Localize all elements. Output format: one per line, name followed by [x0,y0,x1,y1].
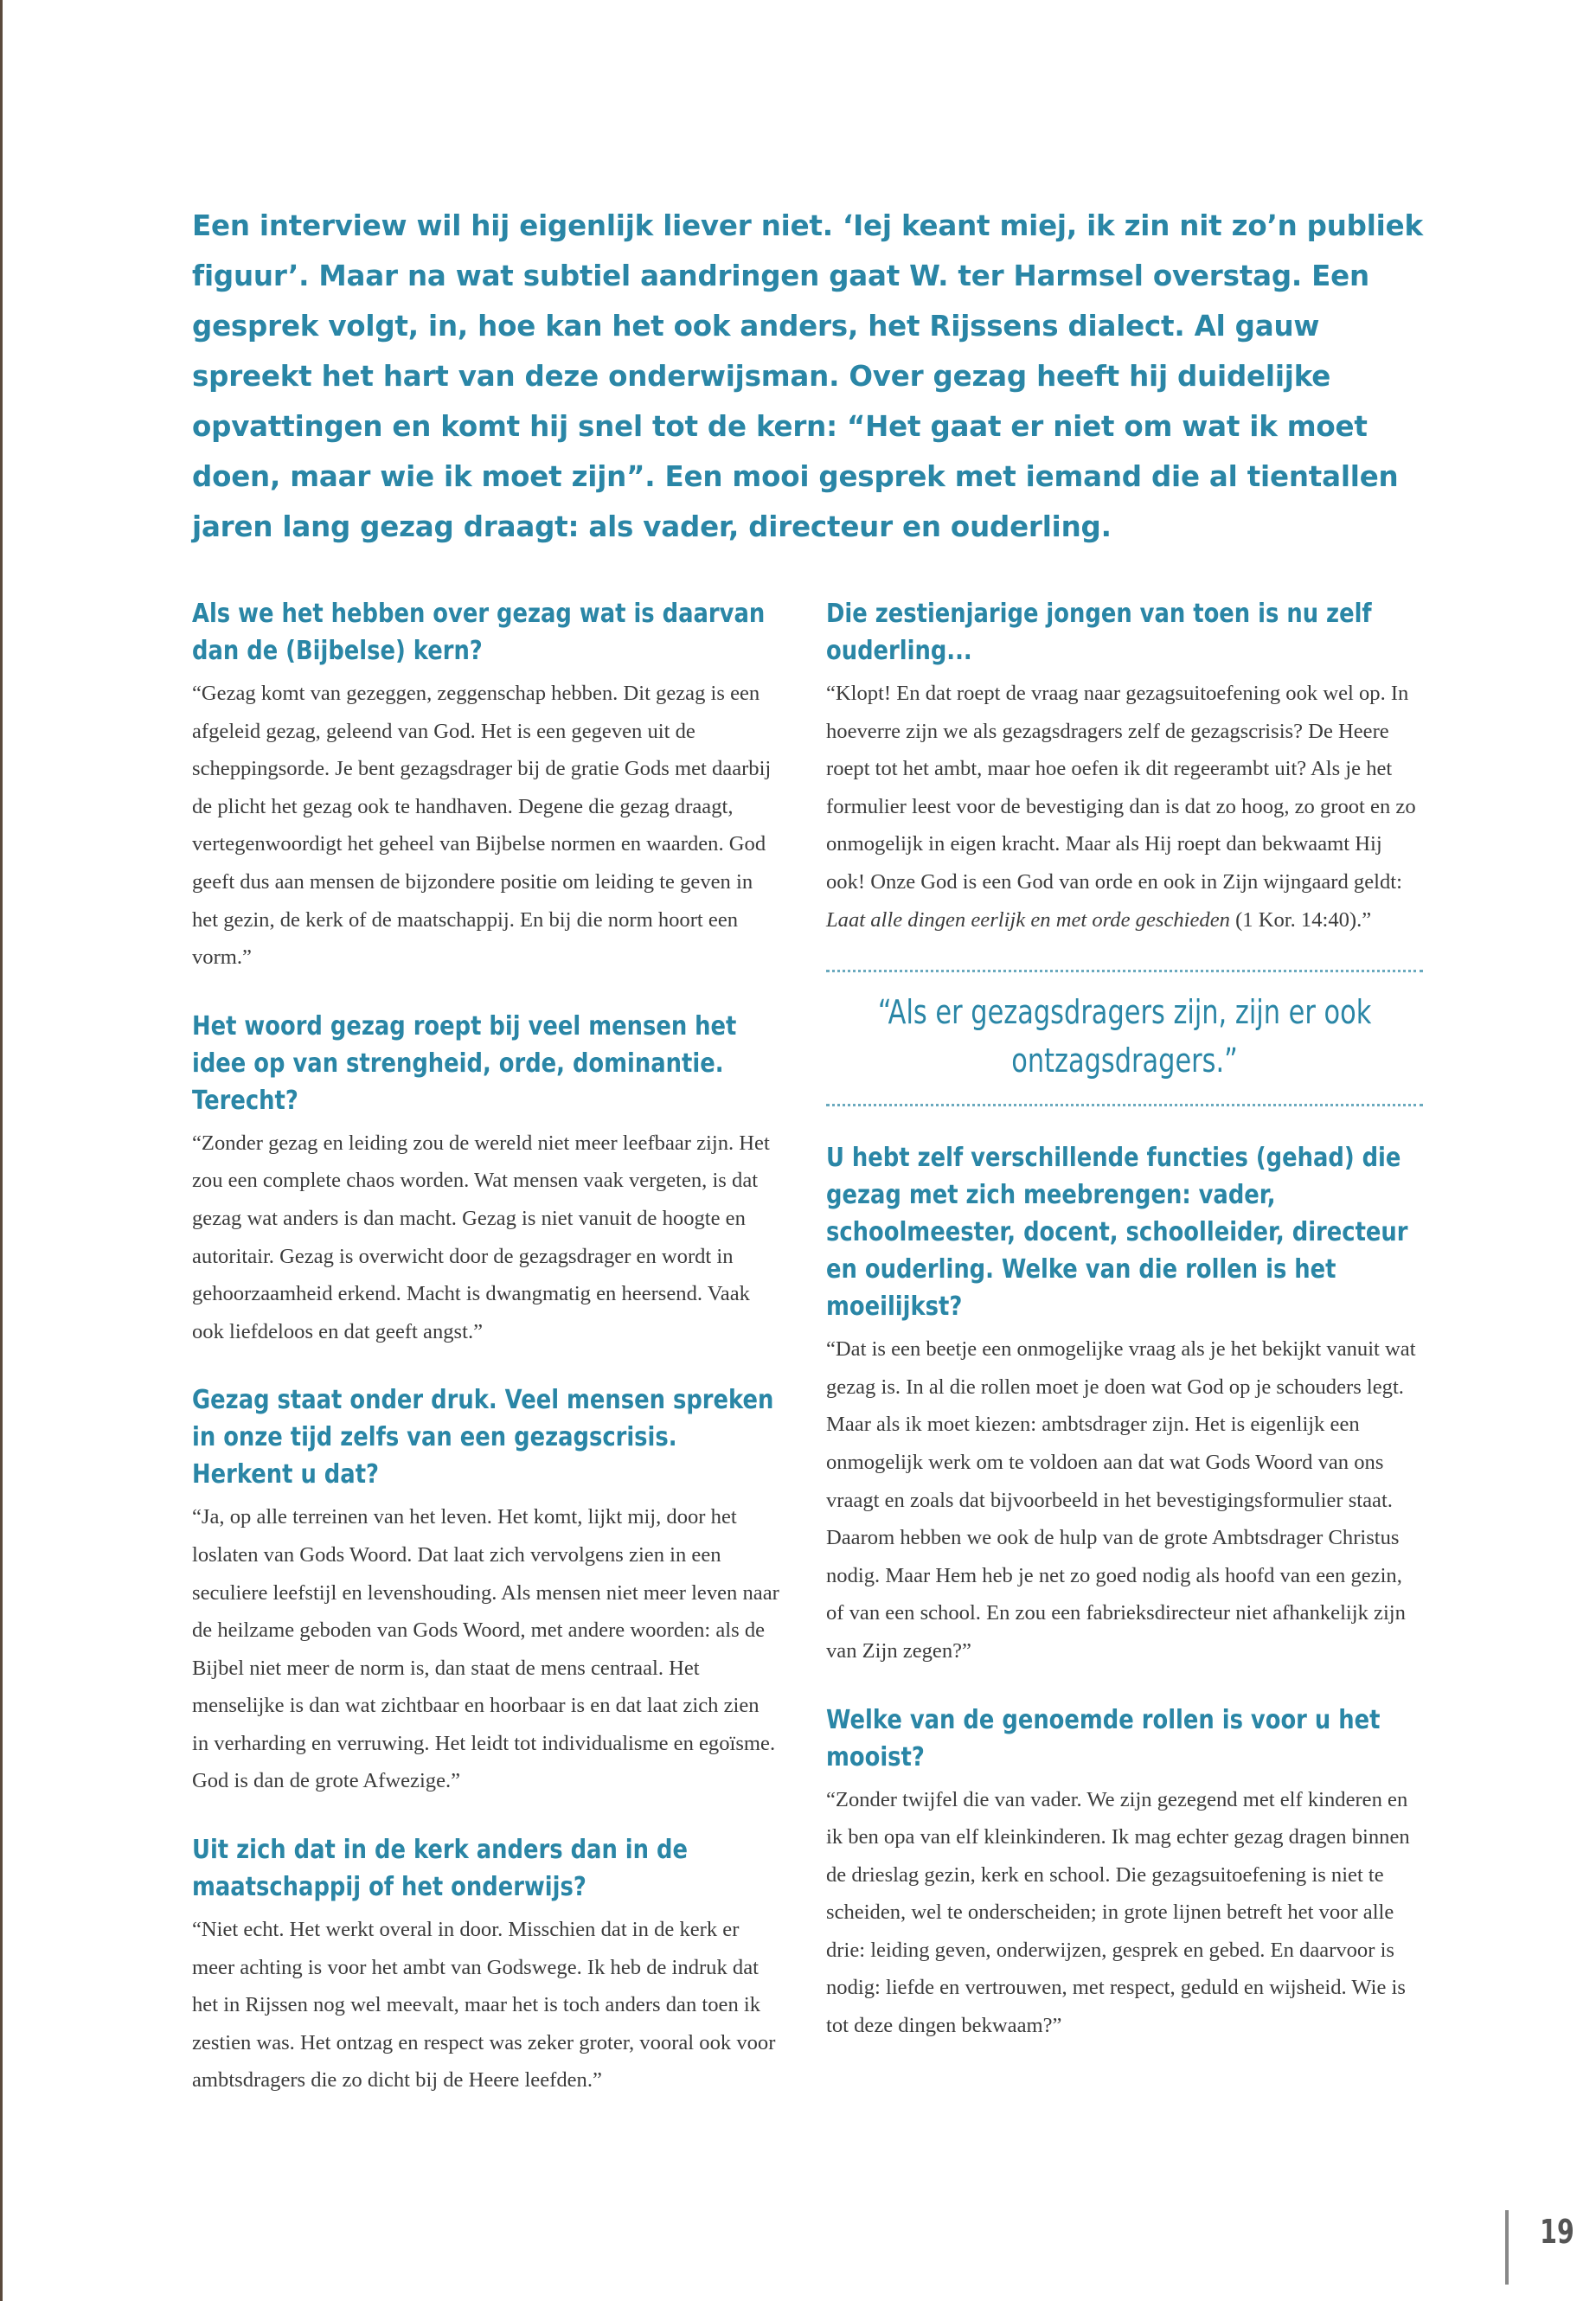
question-heading: Die zestienjarige jongen van toen is nu zelf ouderling... [826,599,1372,666]
question-heading: Het woord gezag roept bij veel mensen het idee op van strengheid, orde, dominantie. Terecht? [192,1010,737,1116]
answer-text-end: (1 Kor. 14:40).” [1229,907,1372,932]
question-heading: U hebt zelf verschillende functies (gehad) die gezag met zich meebrengen: vader, schoolmeester, docent, schoolleider, directeur en ouderling. Welke van die rollen is het moeilijkst? [826,1143,1408,1323]
pull-quote-box [826,970,1423,1106]
page-number-divider [1505,2210,1509,2285]
answer-paragraph: “Zonder gezag en leiding zou de wereld niet meer leefbaar zijn. Het zou een complete chaos worden. Wat mensen vaak vergeten, is dat gezag wat anders is dan macht. Gezag is niet vanuit de hoogte en autoritair. Gezag is overwicht door de gezagsdrager en wordt in gehoorzaamheid erkend. Macht is dwangmatig en heersend. Vaak ook liefdeloos en dat geeft angst.” [192,1131,770,1343]
question-heading: Welke van de genoemde rollen is voor u het mooist? [826,1704,1381,1772]
answer-paragraph: “Zonder twijfel die van vader. We zijn gezegend met elf kinderen en ik ben opa van elf kleinkinderen. Ik mag echter gezag dragen binnen de drieslag gezin, kerk en school. Die gezagsuitoefening is niet te scheiden, wel te onderscheiden; in grote lijnen betreft het voor alle drie: leiding geven, onderwijzen, gesprek en gebed. En daarvoor is nodig: liefde en vertrouwen, met respect, geduld en wijsheid. Wie is tot deze dingen bekwaam?” [826,1787,1410,2038]
bible-quote: Laat alle dingen eerlijk en met orde geschieden [826,907,1230,932]
question-heading: Gezag staat onder druk. Veel mensen spreken in onze tijd zelfs van een gezagscrisis. Herkent u dat? [192,1385,774,1490]
answer-text: “Klopt! En dat roept de vraag naar gezagsuitoefening ook wel op. In hoeverre zijn we als gezagsdragers zelf de gezagscrisis? De Heere roept tot het ambt, maar hoe oefen ik dit regeerambt uit? Als je het formulier leest voor de bevestiging dan is dat zo hoog, zo groot en zo onmogelijk in eigen kracht. Maar als Hij roept dan bekwaamt Hij ook! Onze God is een God van orde en ook in Zijn wijngaard geldt: [826,682,1416,894]
answer-paragraph: “Gezag komt van gezeggen, zeggenschap hebben. Dit gezag is een afgeleid gezag, geleend van God. Het is een gegeven uit de scheppingsorde. Je bent gezagsdrager bij de gratie Gods met daarbij de plicht het gezag ook te handhaven. Degene die gezag draagt, vertegenwoordigt het geheel van Bijbelse normen en waarden. God geeft dus aan mensen de bijzondere positie om leiding te geven in het gezin, de kerk of de maatschappij. En bij die norm hoort een vorm.” [192,682,772,970]
pull-quote: “Als er gezagsdragers zijn, zijn er ook ontzagsdragers.” [877,993,1372,1080]
question-heading: Als we het hebben over gezag wat is daarvan dan de (Bijbelse) kern? [192,599,766,666]
answer-paragraph: “Dat is een beetje een onmogelijke vraag als je het bekijkt vanuit wat gezag is. In al die rollen moet je doen wat God op je schouders legt. Maar als ik moet kiezen: ambtsdrager zijn. Het is eigenlijk een onmogelijk werk om te voldoen aan dat wat Gods Woord van ons vraagt en zoals dat bijvoorbeeld in het bevestigingsformulier staat. Daarom hebben we ook de hulp van de grote Ambtsdrager Christus nodig. Maar Hem heb je net zo goed nodig als hoofd van een gezin, of van een school. En zou een fabrieksdirecteur niet afhankelijk zijn van Zijn zegen?” [826,1337,1416,1663]
question-heading: Uit zich dat in de kerk anders dan in de maatschappij of het onderwijs? [192,1835,688,1903]
left-column [192,595,780,2131]
page-number: 19 [1540,2213,1574,2251]
answer-paragraph [826,675,1423,939]
intro-paragraph: Een interview wil hij eigenlijk liever niet. ‘Iej keant miej, ik zin nit zo’n publiek figuur’. Maar na wat subtiel aandringen gaat W. ter Harmsel overstag. Een gesprek volgt, in, hoe kan het ook anders, het Rijssens dialect. Al gauw spreekt het hart van deze onderwijsman. Over gezag heeft hij duidelijke opvattingen en komt hij snel tot de kern: “Het gaat er niet om wat ik moet doen, maar wie ik moet zijn”. Een mooi gesprek met iemand die al tientallen jaren lang gezag draagt: als vader, directeur en ouderling. [192,209,1423,543]
answer-paragraph: “Ja, op alle terreinen van het leven. Het komt, lijkt mij, door het loslaten van Gods Woord. Dat laat zich vervolgens zien in een seculiere leefstijl en levenshouding. Als mensen niet meer leven naar de heilzame geboden van Gods Woord, met andere woorden: als de Bijbel niet meer de norm is, dan staat de mens centraal. Het menselijke is dan wat zichtbaar en hoorbaar is en dat laat zich zien in verharding en verruwing. Het leidt tot individualisme en egoïsme. God is dan de grote Afwezige.” [192,1505,779,1793]
page-edge-line [0,0,3,2301]
answer-paragraph: “Niet echt. Het werkt overal in door. Misschien dat in de kerk er meer achting is voor het ambt van Godswege. Ik heb de indruk dat het in Rijssen nog wel meevalt, maar het is toch anders dan toen ik zestien was. Het ontzag en respect was zeker groter, vooral ook voor ambtsdragers die zo dicht bij de Heere leefden.” [192,1918,776,2093]
right-column [826,595,1423,2076]
